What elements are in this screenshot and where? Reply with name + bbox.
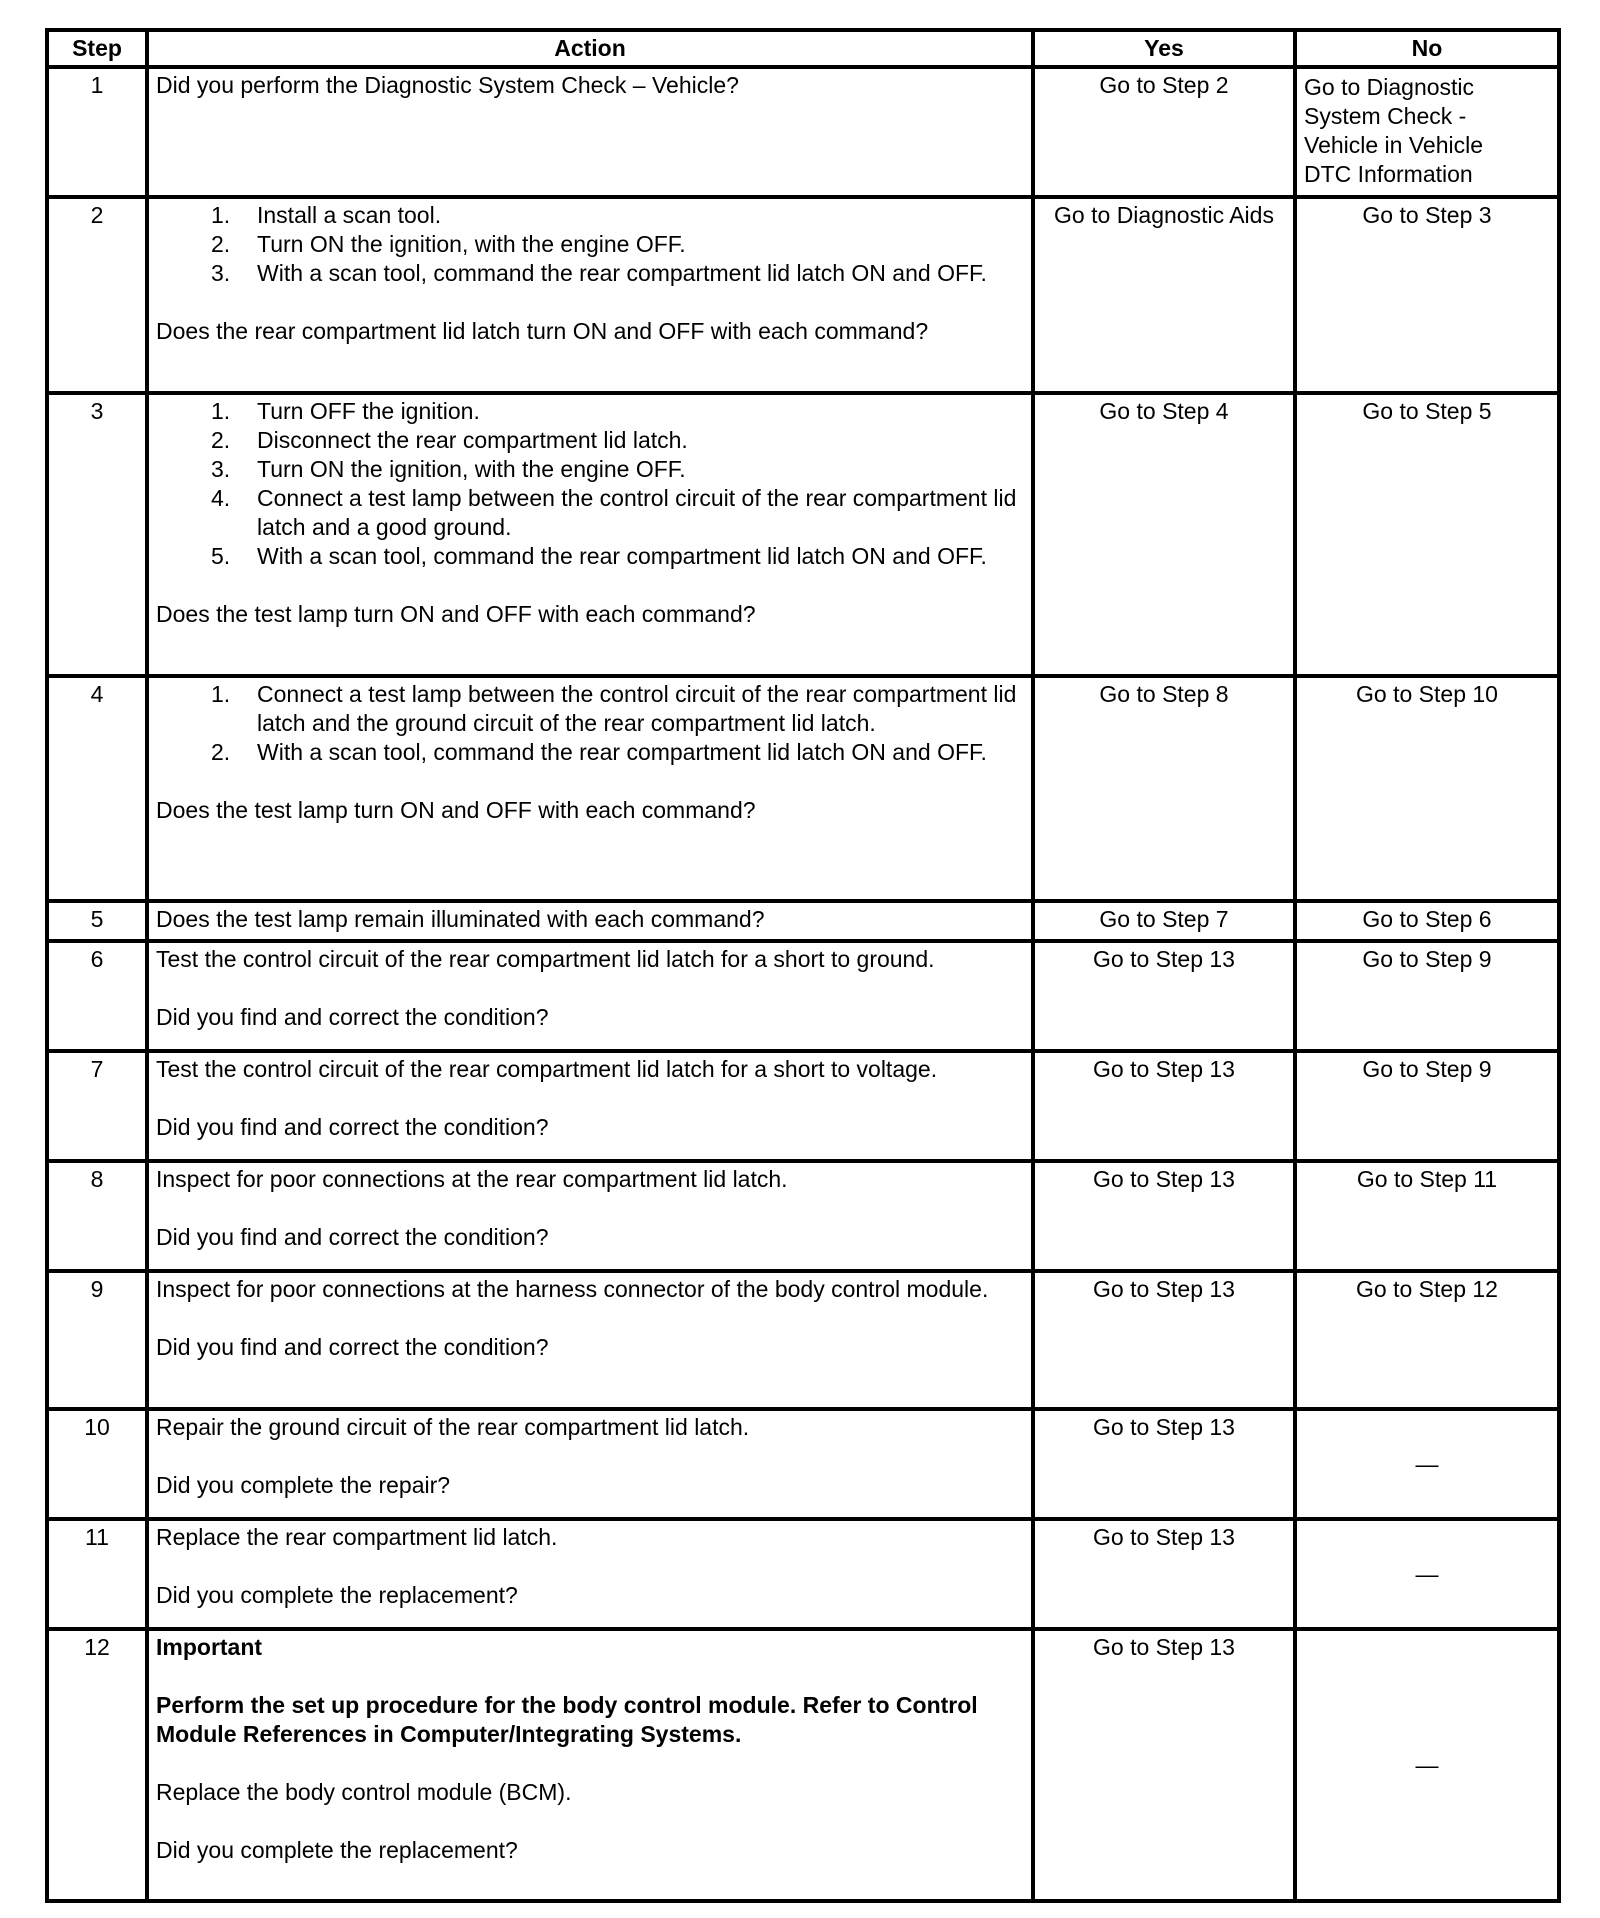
no-cell: — (1295, 1519, 1559, 1629)
procedure-item-text: Turn ON the ignition, with the engine OFF. (257, 456, 686, 482)
step-number: 3 (47, 393, 147, 676)
no-line: Vehicle in Vehicle (1304, 132, 1484, 158)
procedure-item (211, 738, 1024, 767)
procedure-item-text: Install a scan tool. (257, 202, 442, 228)
table-row (47, 1271, 1559, 1409)
action-cell (147, 676, 1033, 901)
action-question: Did you find and correct the condition? (156, 1224, 549, 1250)
action-cell (147, 1161, 1033, 1271)
action-cell (147, 393, 1033, 676)
no-line: Go to Diagnostic (1304, 74, 1475, 100)
yes-cell: Go to Step 13 (1033, 1051, 1295, 1161)
no-line: System Check - (1304, 103, 1467, 129)
no-cell: Go to Step 9 (1295, 1051, 1559, 1161)
yes-cell: Go to Step 2 (1033, 67, 1295, 197)
action-instruction: Replace the rear compartment lid latch. (156, 1524, 558, 1550)
table-header-row (47, 30, 1559, 67)
header-action: Action (147, 30, 1033, 67)
action-cell (147, 1051, 1033, 1161)
action-instruction: Inspect for poor connections at the harness connector of the body control module. (156, 1276, 989, 1302)
action-question: Did you find and correct the condition? (156, 1334, 549, 1360)
table-row (47, 1051, 1559, 1161)
yes-cell: Go to Step 13 (1033, 1409, 1295, 1519)
procedure-item-text: Connect a test lamp between the control circuit of the rear compartment lid latch and the ground circuit of the rear compartment lid latch. (257, 681, 1017, 736)
table-row (47, 1519, 1559, 1629)
no-cell: Go to Step 6 (1295, 901, 1559, 941)
step-number: 8 (47, 1161, 147, 1271)
procedure-item-text: Turn ON the ignition, with the engine OFF. (257, 231, 686, 257)
step-number: 11 (47, 1519, 147, 1629)
procedure-item (211, 484, 1024, 542)
procedure-item-number: 2. (211, 739, 231, 765)
action-cell (147, 901, 1033, 941)
yes-cell: Go to Step 4 (1033, 393, 1295, 676)
procedure-item-text: Disconnect the rear compartment lid latch. (257, 427, 688, 453)
step-number: 1 (47, 67, 147, 197)
action-cell (147, 1271, 1033, 1409)
table-row (47, 676, 1559, 901)
yes-cell: Go to Step 13 (1033, 1629, 1295, 1901)
action-question: Did you complete the repair? (156, 1472, 451, 1498)
diagnostic-table-page (45, 28, 1557, 1903)
table-row (47, 1629, 1559, 1901)
yes-cell: Go to Step 7 (1033, 901, 1295, 941)
step-number: 7 (47, 1051, 147, 1161)
procedure-item (211, 455, 1024, 484)
procedure-item (211, 201, 1024, 230)
action-question: Does the rear compartment lid latch turn ON and OFF with each command? (156, 318, 929, 344)
yes-cell: Go to Step 8 (1033, 676, 1295, 901)
procedure-item-number: 1. (211, 202, 231, 228)
no-cell: Go to Step 5 (1295, 393, 1559, 676)
header-step: Step (47, 30, 147, 67)
no-cell: Go to Step 3 (1295, 197, 1559, 393)
step-number: 2 (47, 197, 147, 393)
no-cell (1295, 67, 1559, 197)
procedure-item-number: 1. (211, 398, 231, 424)
action-cell (147, 941, 1033, 1051)
no-line: DTC Information (1304, 161, 1473, 187)
step-number: 10 (47, 1409, 147, 1519)
procedure-list (156, 680, 1024, 767)
step-number: 5 (47, 901, 147, 941)
no-cell: Go to Step 10 (1295, 676, 1559, 901)
no-cell: Go to Step 11 (1295, 1161, 1559, 1271)
action-question: Did you find and correct the condition? (156, 1004, 549, 1030)
no-cell: Go to Step 12 (1295, 1271, 1559, 1409)
no-cell: Go to Step 9 (1295, 941, 1559, 1051)
table-row (47, 393, 1559, 676)
procedure-item (211, 680, 1024, 738)
action-instruction: Inspect for poor connections at the rear compartment lid latch. (156, 1166, 788, 1192)
procedure-item (211, 397, 1024, 426)
procedure-item-number: 1. (211, 681, 231, 707)
procedure-list (156, 397, 1024, 571)
step-number: 6 (47, 941, 147, 1051)
procedure-item-text: With a scan tool, command the rear compartment lid latch ON and OFF. (257, 260, 987, 286)
table-row (47, 901, 1559, 941)
procedure-item-number: 3. (211, 260, 231, 286)
important-title: Important (156, 1634, 263, 1660)
action-instruction: Replace the body control module (BCM). (156, 1779, 572, 1805)
action-question: Does the test lamp turn ON and OFF with each command? (156, 601, 756, 627)
action-instruction: Test the control circuit of the rear compartment lid latch for a short to voltage. (156, 1056, 938, 1082)
action-instruction: Test the control circuit of the rear compartment lid latch for a short to ground. (156, 946, 935, 972)
procedure-item (211, 259, 1024, 288)
action-question: Did you complete the replacement? (156, 1582, 518, 1608)
table-row (47, 1161, 1559, 1271)
action-question: Did you find and correct the condition? (156, 1114, 549, 1140)
procedure-item-number: 5. (211, 543, 231, 569)
yes-cell: Go to Step 13 (1033, 1271, 1295, 1409)
action-cell (147, 1629, 1033, 1901)
yes-cell: Go to Step 13 (1033, 1519, 1295, 1629)
header-no: No (1295, 30, 1559, 67)
table-row (47, 67, 1559, 197)
no-cell: — (1295, 1629, 1559, 1901)
action-instruction: Repair the ground circuit of the rear compartment lid latch. (156, 1414, 750, 1440)
procedure-item-number: 2. (211, 231, 231, 257)
no-cell: — (1295, 1409, 1559, 1519)
table-row (47, 941, 1559, 1051)
step-number: 12 (47, 1629, 147, 1901)
procedure-item-number: 2. (211, 427, 231, 453)
action-cell (147, 197, 1033, 393)
diagnostic-table (45, 28, 1561, 1903)
action-cell (147, 67, 1033, 197)
action-cell (147, 1409, 1033, 1519)
yes-cell: Go to Diagnostic Aids (1033, 197, 1295, 393)
important-text: Perform the set up procedure for the body control module. Refer to Control Module References in Computer/Integrating Systems. (156, 1692, 978, 1747)
table-row (47, 1409, 1559, 1519)
procedure-item (211, 230, 1024, 259)
procedure-item-text: Turn OFF the ignition. (257, 398, 480, 424)
procedure-list (156, 201, 1024, 288)
step-number: 4 (47, 676, 147, 901)
procedure-item (211, 542, 1024, 571)
procedure-item-number: 4. (211, 485, 231, 511)
action-question: Did you perform the Diagnostic System Check – Vehicle? (156, 72, 739, 98)
procedure-item-number: 3. (211, 456, 231, 482)
yes-cell: Go to Step 13 (1033, 941, 1295, 1051)
procedure-item-text: With a scan tool, command the rear compartment lid latch ON and OFF. (257, 543, 987, 569)
action-question: Did you complete the replacement? (156, 1837, 518, 1863)
header-yes: Yes (1033, 30, 1295, 67)
procedure-item (211, 426, 1024, 455)
action-question: Does the test lamp remain illuminated with each command? (156, 906, 765, 932)
step-number: 9 (47, 1271, 147, 1409)
yes-cell: Go to Step 13 (1033, 1161, 1295, 1271)
procedure-item-text: With a scan tool, command the rear compartment lid latch ON and OFF. (257, 739, 987, 765)
procedure-item-text: Connect a test lamp between the control circuit of the rear compartment lid latch and a good ground. (257, 485, 1017, 540)
action-question: Does the test lamp turn ON and OFF with each command? (156, 797, 756, 823)
table-row (47, 197, 1559, 393)
action-cell (147, 1519, 1033, 1629)
